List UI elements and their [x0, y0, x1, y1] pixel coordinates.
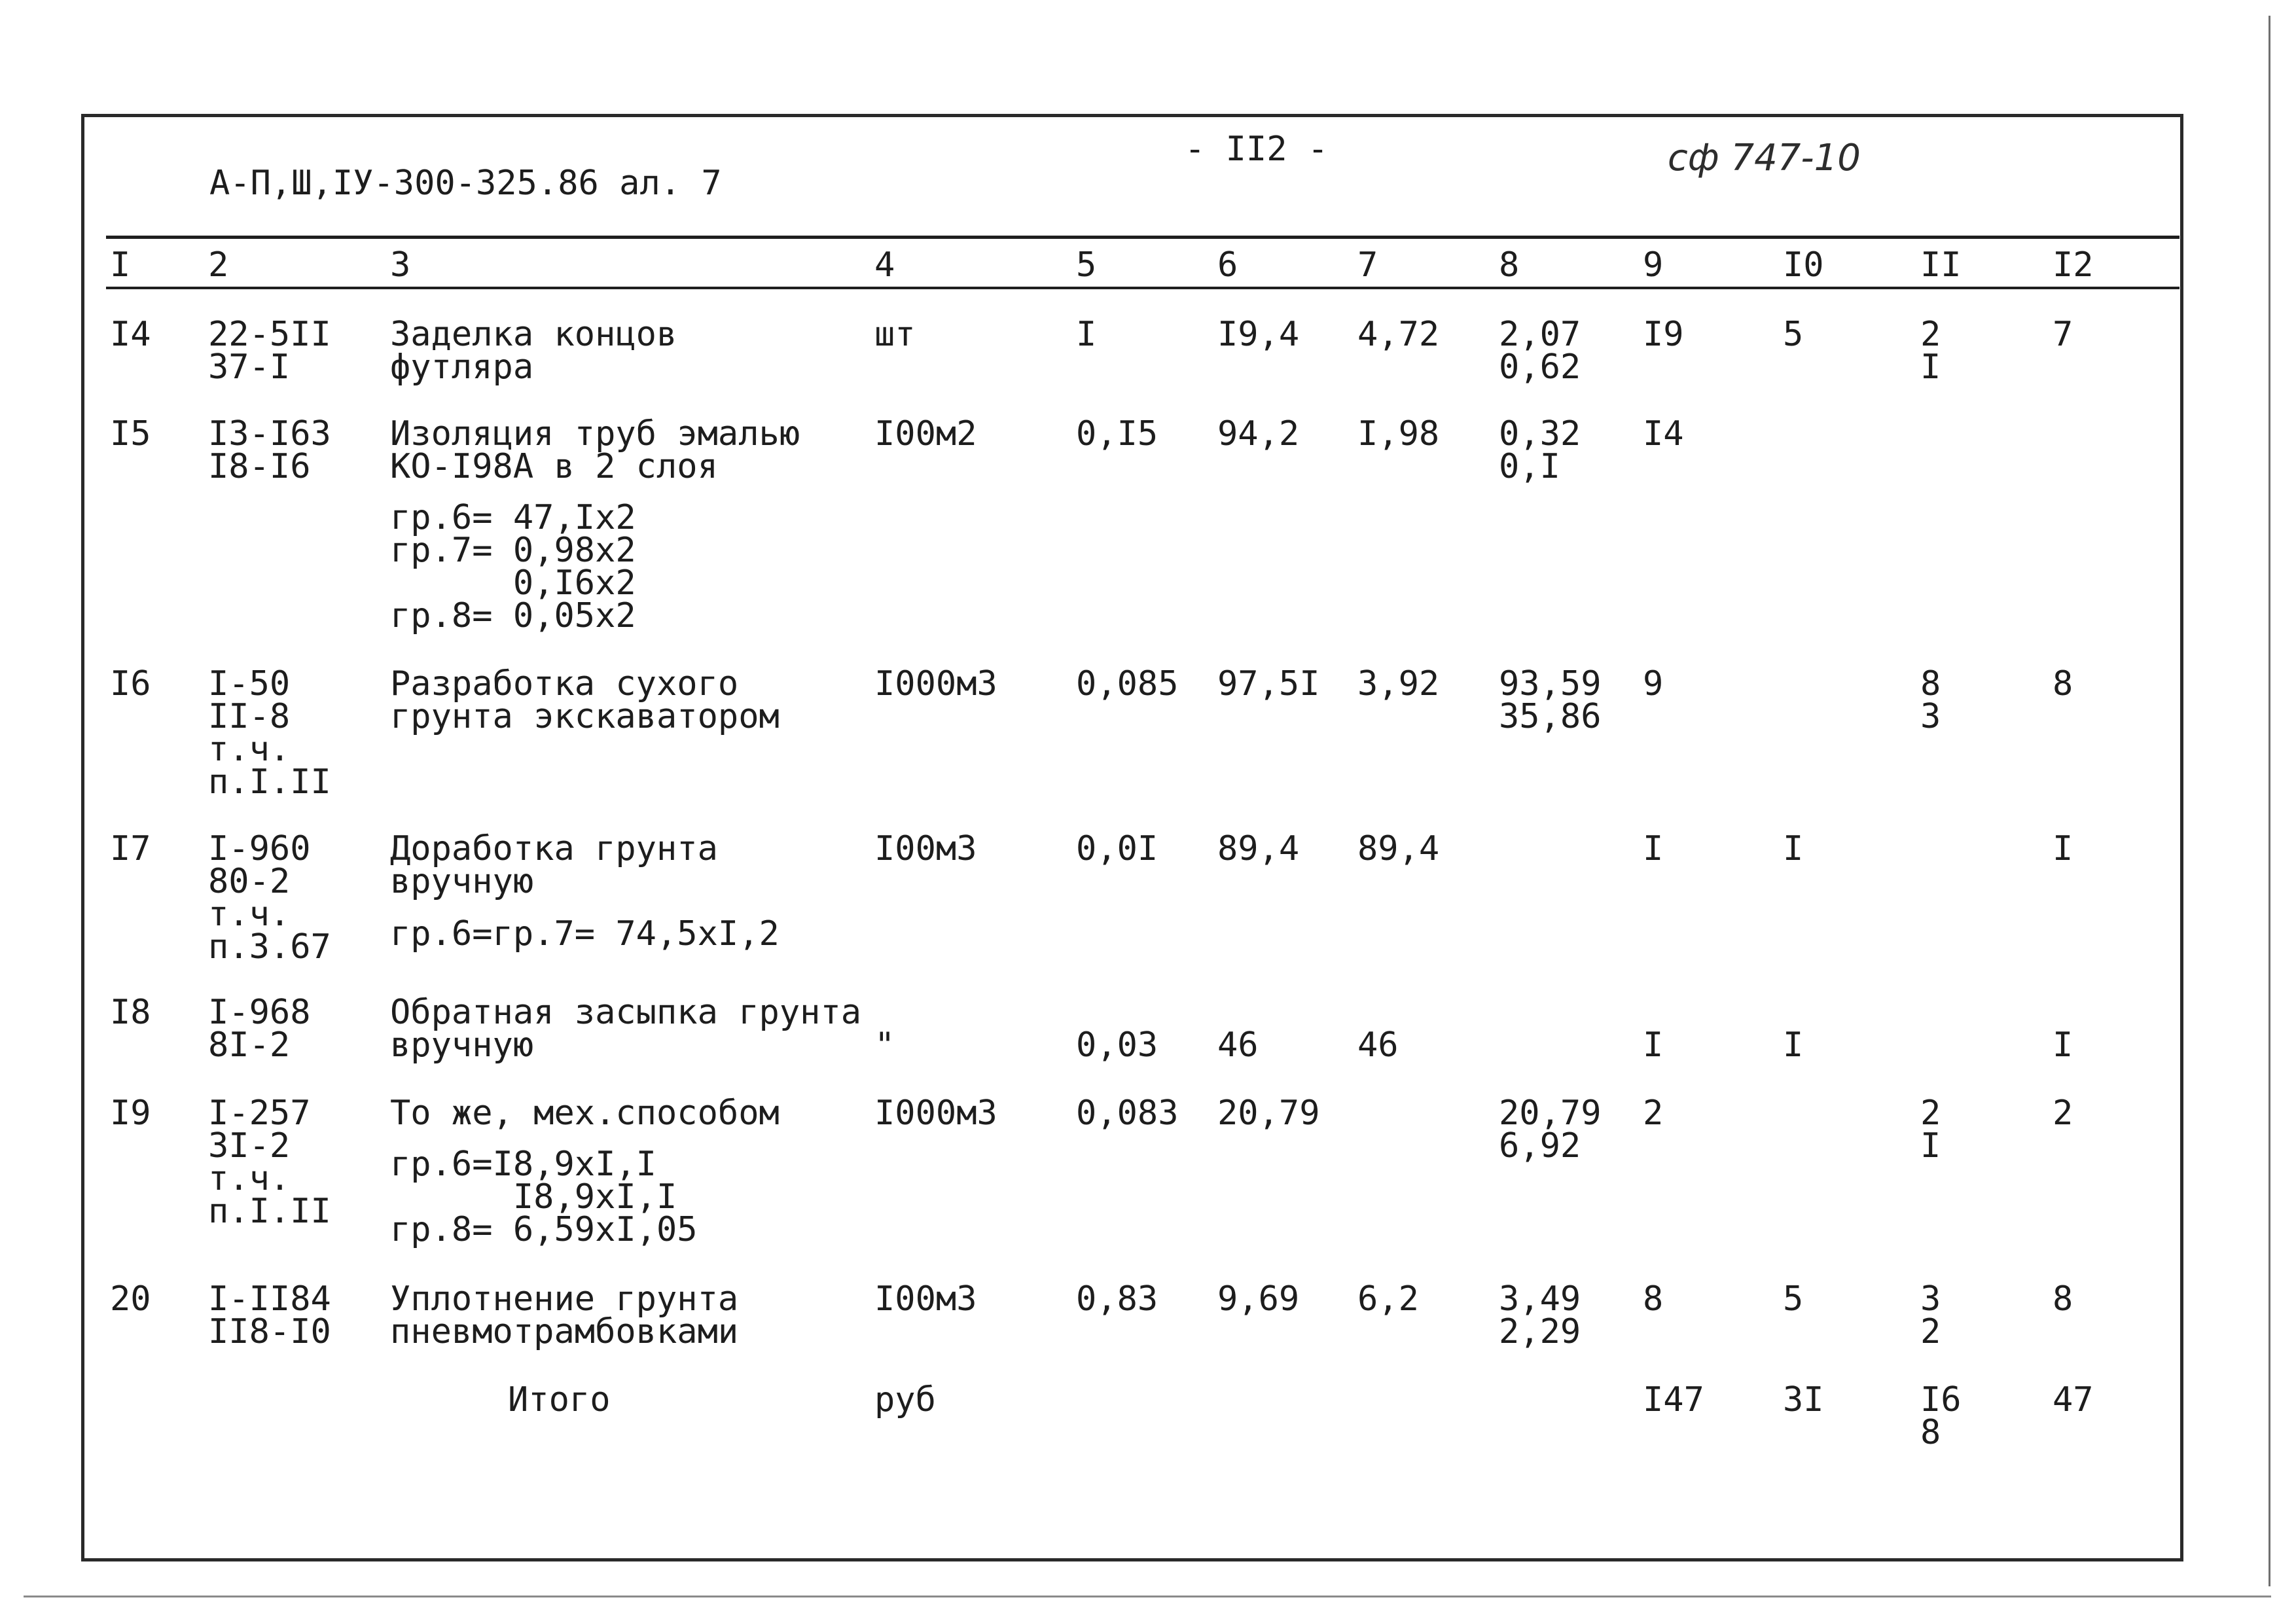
column-header-7: 7: [1357, 245, 1378, 285]
unit: I00м2: [874, 414, 977, 454]
col-10: I: [1783, 1026, 1804, 1065]
scan-right-edge: [2269, 16, 2270, 1586]
column-header-8: 8: [1499, 245, 1520, 285]
col-12: I: [2053, 1026, 2073, 1065]
calculation-note: гр.6=I8,9хI,I I8,9хI,I гр.8= 6,59хI,05: [390, 1145, 698, 1249]
row-number: I9: [110, 1094, 151, 1133]
col-7: 4,72: [1357, 315, 1440, 354]
work-name: То же, мех.способом: [390, 1094, 780, 1133]
unit: I00м3: [874, 829, 977, 868]
col-10: 5: [1783, 315, 1804, 354]
norm-code: I-50 II-8 т.ч. п.I.II: [208, 664, 331, 802]
col-6: I9,4: [1217, 315, 1300, 354]
col-11: 2 I: [1920, 1094, 1941, 1166]
col-7: 89,4: [1357, 829, 1440, 868]
quantity: 0,83: [1076, 1279, 1158, 1319]
work-name: Доработка грунта вручную: [390, 829, 718, 901]
column-header-11: II: [1920, 245, 1962, 285]
col-8: 20,79 6,92: [1499, 1094, 1602, 1166]
work-name: Разработка сухого грунта экскаватором: [390, 664, 780, 736]
norm-code: 22-5II 37-I: [208, 315, 331, 387]
col-9: I9: [1643, 315, 1684, 354]
total-label: Итого: [508, 1380, 611, 1419]
work-name: Уплотнение грунта пневмотрамбовками: [390, 1279, 739, 1351]
row-number: I5: [110, 414, 151, 454]
quantity: 0,085: [1076, 664, 1179, 704]
col-7: 6,2: [1357, 1279, 1419, 1319]
norm-code: I-968 8I-2: [208, 993, 311, 1065]
total-unit: руб: [874, 1380, 936, 1419]
quantity: 0,I5: [1076, 414, 1158, 454]
total-col-10: 3I: [1783, 1380, 1824, 1419]
column-header-5: 5: [1076, 245, 1097, 285]
col-7: 46: [1357, 1026, 1399, 1065]
col-10: I: [1783, 829, 1804, 868]
quantity: 0,03: [1076, 1026, 1158, 1065]
col-8: 2,07 0,62: [1499, 315, 1581, 387]
norm-code: I-960 80-2 т.ч. п.3.67: [208, 829, 331, 967]
col-12: 8: [2053, 664, 2073, 704]
row-number: I8: [110, 993, 151, 1032]
norm-code: I-257 3I-2 т.ч. п.I.II: [208, 1094, 331, 1231]
norm-code: I3-I63 I8-I6: [208, 414, 331, 486]
col-6: 89,4: [1217, 829, 1300, 868]
page-number: - II2 -: [1185, 130, 1329, 169]
column-header-1: I: [110, 245, 131, 285]
col-6: 9,69: [1217, 1279, 1300, 1319]
col-9: I: [1643, 829, 1664, 868]
column-header-9: 9: [1643, 245, 1664, 285]
col-12: 8: [2053, 1279, 2073, 1319]
col-12: 7: [2053, 315, 2073, 354]
col-12: I: [2053, 829, 2073, 868]
work-name: Заделка концов футляра: [390, 315, 677, 387]
col-7: 3,92: [1357, 664, 1440, 704]
column-header-3: 3: [390, 245, 411, 285]
quantity: 0,0I: [1076, 829, 1158, 868]
col-8: 0,32 0,I: [1499, 414, 1581, 486]
column-header-4: 4: [874, 245, 895, 285]
calculation-note: гр.6=гр.7= 74,5хI,2: [390, 914, 780, 954]
col-6: 97,5I: [1217, 664, 1320, 704]
total-col-11: I6 8: [1920, 1380, 1962, 1452]
col-8: 93,59 35,86: [1499, 664, 1602, 736]
work-name: Изоляция труб эмалью КО-I98А в 2 слоя: [390, 414, 800, 486]
total-col-12: 47: [2053, 1380, 2094, 1419]
column-header-10: I0: [1783, 245, 1824, 285]
col-6: 94,2: [1217, 414, 1300, 454]
row-number: 20: [110, 1279, 151, 1319]
column-header-6: 6: [1217, 245, 1238, 285]
table-header-bottom-rule: [106, 287, 2179, 289]
column-header-2: 2: [208, 245, 229, 285]
col-9: 9: [1643, 664, 1664, 704]
col-11: 8 3: [1920, 664, 1941, 736]
col-11: 3 2: [1920, 1279, 1941, 1351]
col-8: 3,49 2,29: [1499, 1279, 1581, 1351]
row-number: I6: [110, 664, 151, 704]
col-10: 5: [1783, 1279, 1804, 1319]
quantity: I: [1076, 315, 1097, 354]
unit: шт: [874, 315, 916, 354]
column-header-12: I2: [2053, 245, 2094, 285]
quantity: 0,083: [1076, 1094, 1179, 1133]
unit: I000м3: [874, 664, 997, 704]
col-11: 2 I: [1920, 315, 1941, 387]
row-number: I7: [110, 829, 151, 868]
row-number: I4: [110, 315, 151, 354]
col-6: 20,79: [1217, 1094, 1320, 1133]
col-9: 2: [1643, 1094, 1664, 1133]
total-col-9: I47: [1643, 1380, 1704, 1419]
unit: I00м3: [874, 1279, 977, 1319]
col-6: 46: [1217, 1026, 1259, 1065]
work-name: Обратная засыпка грунта вручную: [390, 993, 862, 1065]
norm-code: I-II84 II8-I0: [208, 1279, 331, 1351]
scan-bottom-edge: [24, 1596, 2271, 1597]
col-12: 2: [2053, 1094, 2073, 1133]
col-9: I4: [1643, 414, 1684, 454]
series-title: А-П,Ш,IУ-300-325.86 ал. 7: [209, 164, 722, 203]
table-header-top-rule: [106, 236, 2179, 239]
col-7: I,98: [1357, 414, 1440, 454]
col-9: I: [1643, 1026, 1664, 1065]
document-code: сф 747-10: [1668, 137, 1861, 179]
unit: ": [874, 1026, 895, 1065]
col-9: 8: [1643, 1279, 1664, 1319]
calculation-note: гр.6= 47,Iх2 гр.7= 0,98х2 0,I6х2 гр.8= 0,05х2: [390, 498, 636, 635]
unit: I000м3: [874, 1094, 997, 1133]
